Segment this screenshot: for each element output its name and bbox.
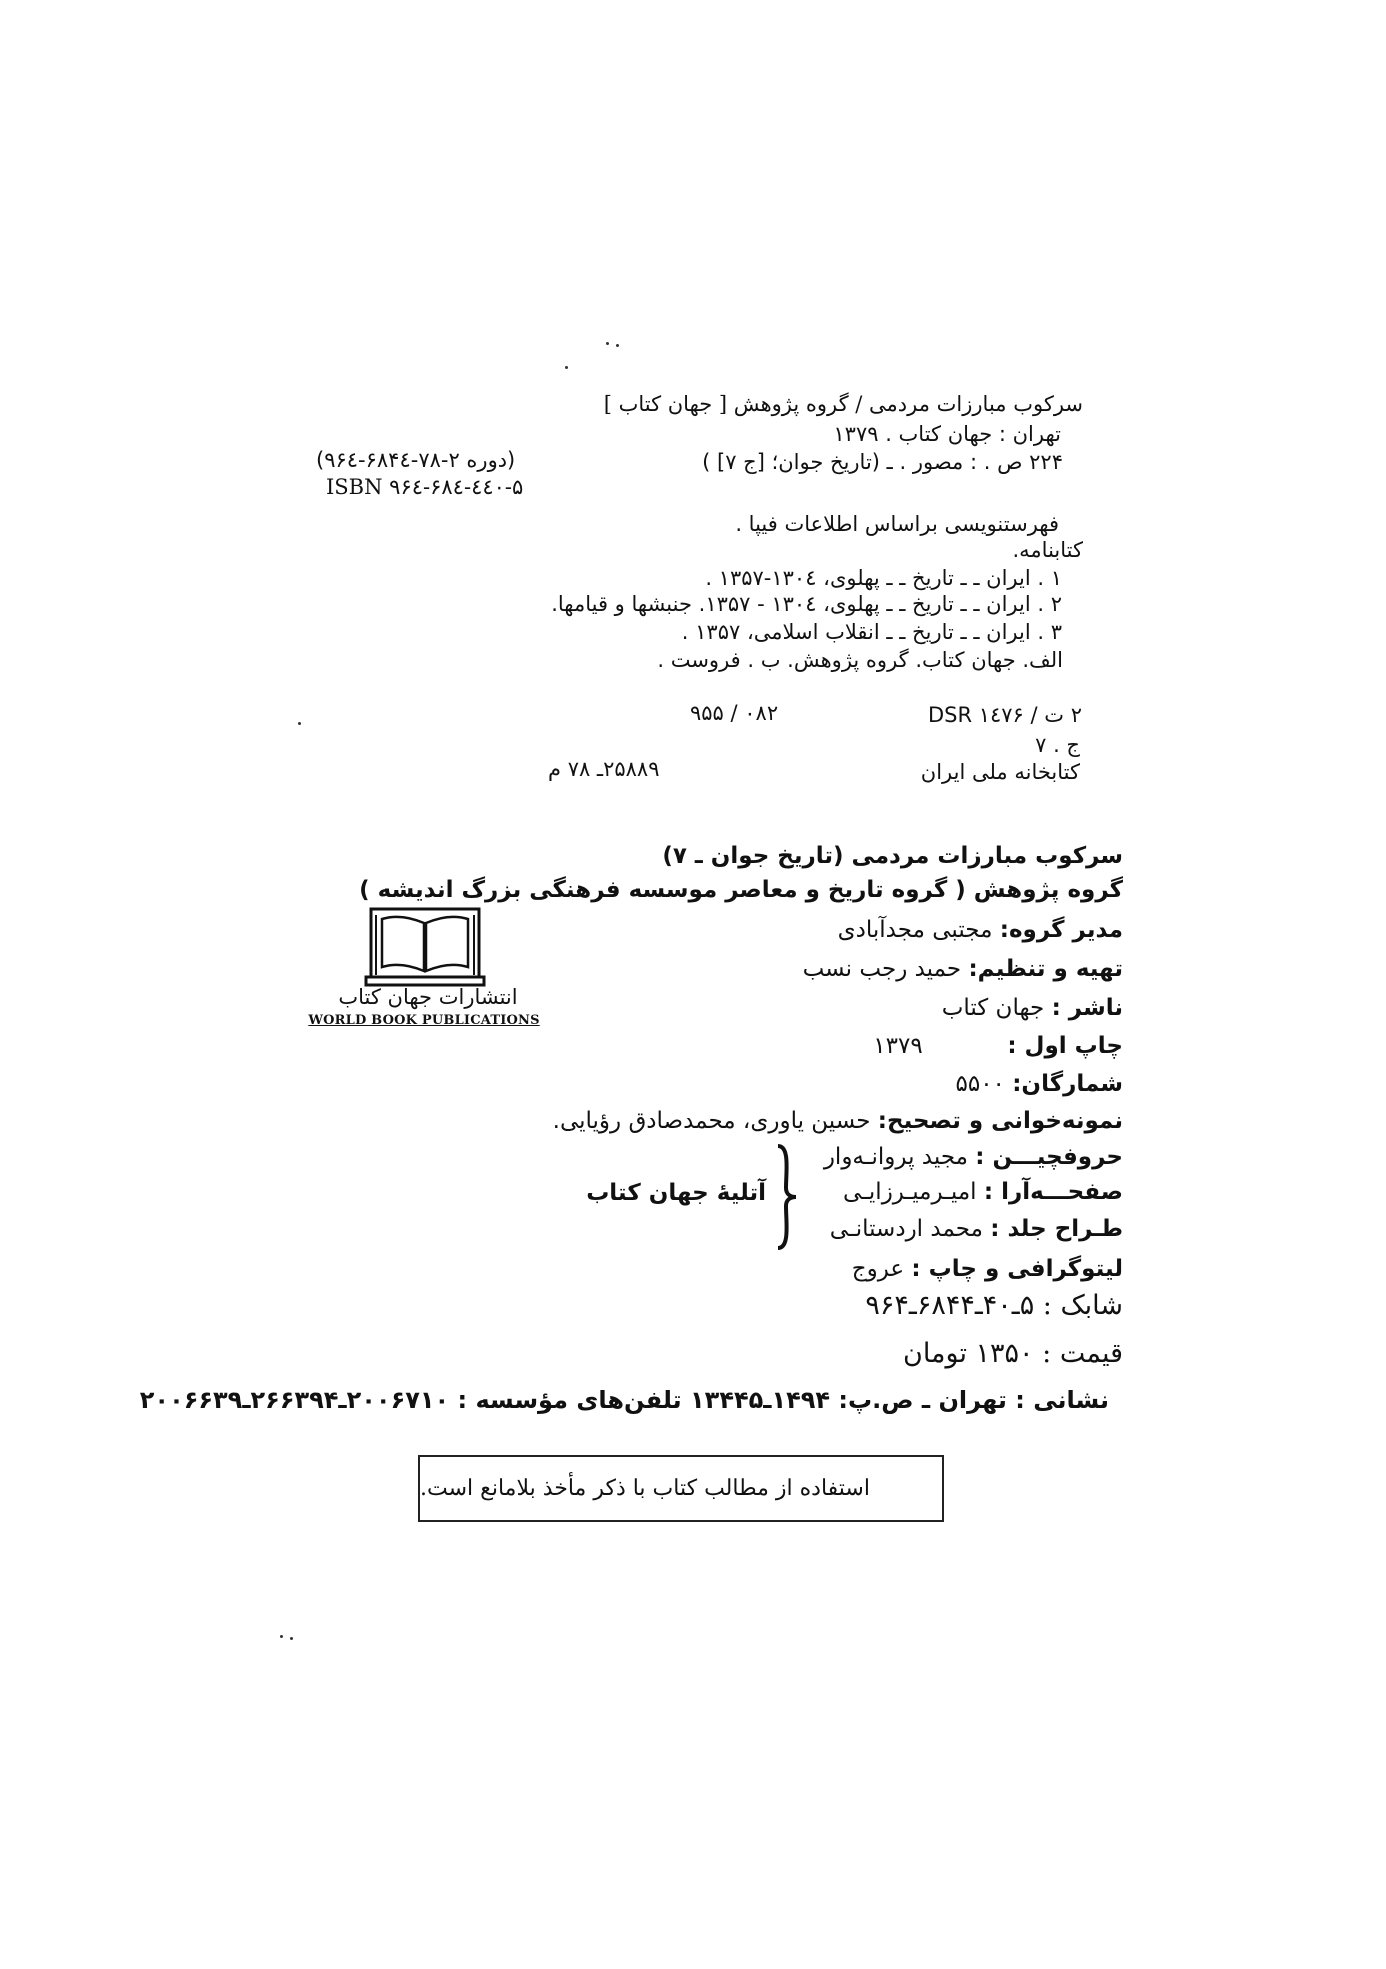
publisher-label: ناشر :	[1051, 995, 1123, 1021]
scan-speck	[616, 344, 619, 347]
catalog-bibliography: کتابنامه.	[1012, 538, 1083, 562]
cover-label: طـراح جلد :	[990, 1216, 1123, 1242]
proofreading-row	[553, 1108, 1123, 1134]
catalog-title-line: سرکوب مبارزات مردمی / گروه پژوهش [ جهان کتاب ]	[603, 392, 1083, 416]
typesetting-row	[824, 1144, 1123, 1170]
scan-speck	[565, 366, 568, 369]
edition-row	[873, 1033, 1123, 1059]
scan-speck	[280, 1635, 283, 1638]
catalog-national-library-no: ۲۵۸۸۹ـ ۷۸ م	[548, 757, 660, 781]
compiler-label: تهیه و تنظیم:	[968, 956, 1123, 982]
research-group: گروه پژوهش ( گروه تاریخ و معاصر موسسه فرهنگی بزرگ اندیشه )	[359, 877, 1123, 903]
litho-label: لیتوگرافی و چاپ :	[911, 1256, 1123, 1282]
proofreading-label: نمونه‌خوانی و تصحیح:	[877, 1108, 1123, 1134]
cover: محمد اردستانـی	[829, 1216, 983, 1242]
typesetting-label: حروفچیـــن :	[975, 1144, 1123, 1170]
litho-row	[852, 1256, 1123, 1282]
price: قیمت : ۱۳۵۰ تومان	[902, 1338, 1123, 1369]
address: نشانی : تهران ـ ص.پ: ۱۴۹۴ـ۱۳۴۴۵ تلفن‌های مؤسسه : ۲۰۰۶۷۱۰ـ۲۶۶۳۹۴ـ۲۰۰۶۶۳۹	[139, 1386, 1109, 1414]
notice-text: استفاده از مطالب کتاب با ذکر مأخذ بلامانع است.	[420, 1476, 870, 1501]
catalog-isbn: ISBN ۹۶٤-۶۸٤٤-٤۰-۵	[326, 475, 524, 499]
brace-icon	[772, 1142, 800, 1252]
catalog-classification-dewey: ۹۵۵ / ۰۸۲	[690, 701, 779, 725]
catalog-physical-line: ۲۲۴ ص . : مصور . ـ (تاریخ جوان؛ [ج ۷] )	[702, 450, 1063, 474]
group-manager-row	[838, 917, 1123, 943]
edition-year: ۱۳۷۹	[873, 1033, 923, 1059]
layout-label: صفحـــه‌آرا :	[983, 1179, 1123, 1205]
catalog-imprint-line: تهران : جهان کتاب . ۱۳۷۹	[833, 422, 1061, 446]
book-title: سرکوب مبارزات مردمی (تاریخ جوان ـ ۷)	[662, 843, 1123, 869]
catalog-fipa-note: فهرستنویسی براساس اطلاعات فیپا .	[735, 512, 1059, 536]
cover-row	[830, 1216, 1123, 1242]
group-manager: مجتبی مجدآبادی	[837, 917, 993, 943]
shabak: شابک : ۵ـ۴۰ـ۶۸۴۴ـ۹۶۴	[865, 1290, 1123, 1321]
scan-speck	[606, 342, 609, 345]
edition-label: چاپ اول :	[1007, 1033, 1123, 1059]
group-manager-label: مدیر گروه:	[999, 917, 1123, 943]
litho: عروج	[851, 1256, 905, 1282]
typesetting: مجید پروانـه‌وار	[823, 1144, 968, 1170]
logo-english: WORLD BOOK PUBLICATIONS	[308, 1013, 540, 1028]
catalog-subject-3: ۳ . ایران ـ ـ تاریخ ـ ـ انقلاب اسلامی، ۱۳۵۷ .	[681, 620, 1062, 644]
catalog-subject-2: ۲ . ایران ـ ـ تاریخ ـ ـ پهلوی، ۱۳۰٤ - ۱۳۵۷. جنبشها و قیامها.	[551, 592, 1062, 616]
print-run-row	[956, 1071, 1124, 1097]
layout: امیـرمیـرزایـی	[843, 1179, 977, 1205]
publisher: جهان کتاب	[941, 995, 1045, 1021]
atelier: آتلیهٔ جهان کتاب	[586, 1180, 766, 1206]
catalog-national-library: کتابخانه ملی ایران	[920, 760, 1080, 784]
layout-row	[843, 1179, 1123, 1205]
scan-speck	[298, 722, 301, 725]
print-run: ۵۵۰۰	[955, 1071, 1005, 1097]
catalog-subject-1: ۱ . ایران ـ ـ تاریخ ـ ـ پهلوی، ۱۳۰٤-۱۳۵۷ .	[705, 566, 1062, 590]
print-run-label: شمارگان:	[1012, 1071, 1123, 1097]
publisher-row	[942, 995, 1123, 1021]
notice-box	[418, 1455, 944, 1522]
logo-persian: انتشارات جهان کتاب	[338, 985, 518, 1009]
scan-speck	[290, 1637, 293, 1640]
catalog-volume: ج . ۷	[1035, 733, 1080, 757]
catalog-isbn-set: (دوره ۲-۷۸-۶۸۴٤-۹۶٤)	[316, 448, 516, 472]
catalog-added-entries: الف. جهان کتاب. گروه پژوهش. ب . فروست .	[657, 648, 1063, 672]
proofreading: حسین یاوری، محمدصادق رؤیایی.	[552, 1108, 871, 1134]
catalog-classification-lc: ۲ ت / DSR ۱٤۷۶	[927, 703, 1082, 727]
compiler-row	[803, 956, 1123, 982]
compiler: حمید رجب نسب	[802, 956, 962, 982]
